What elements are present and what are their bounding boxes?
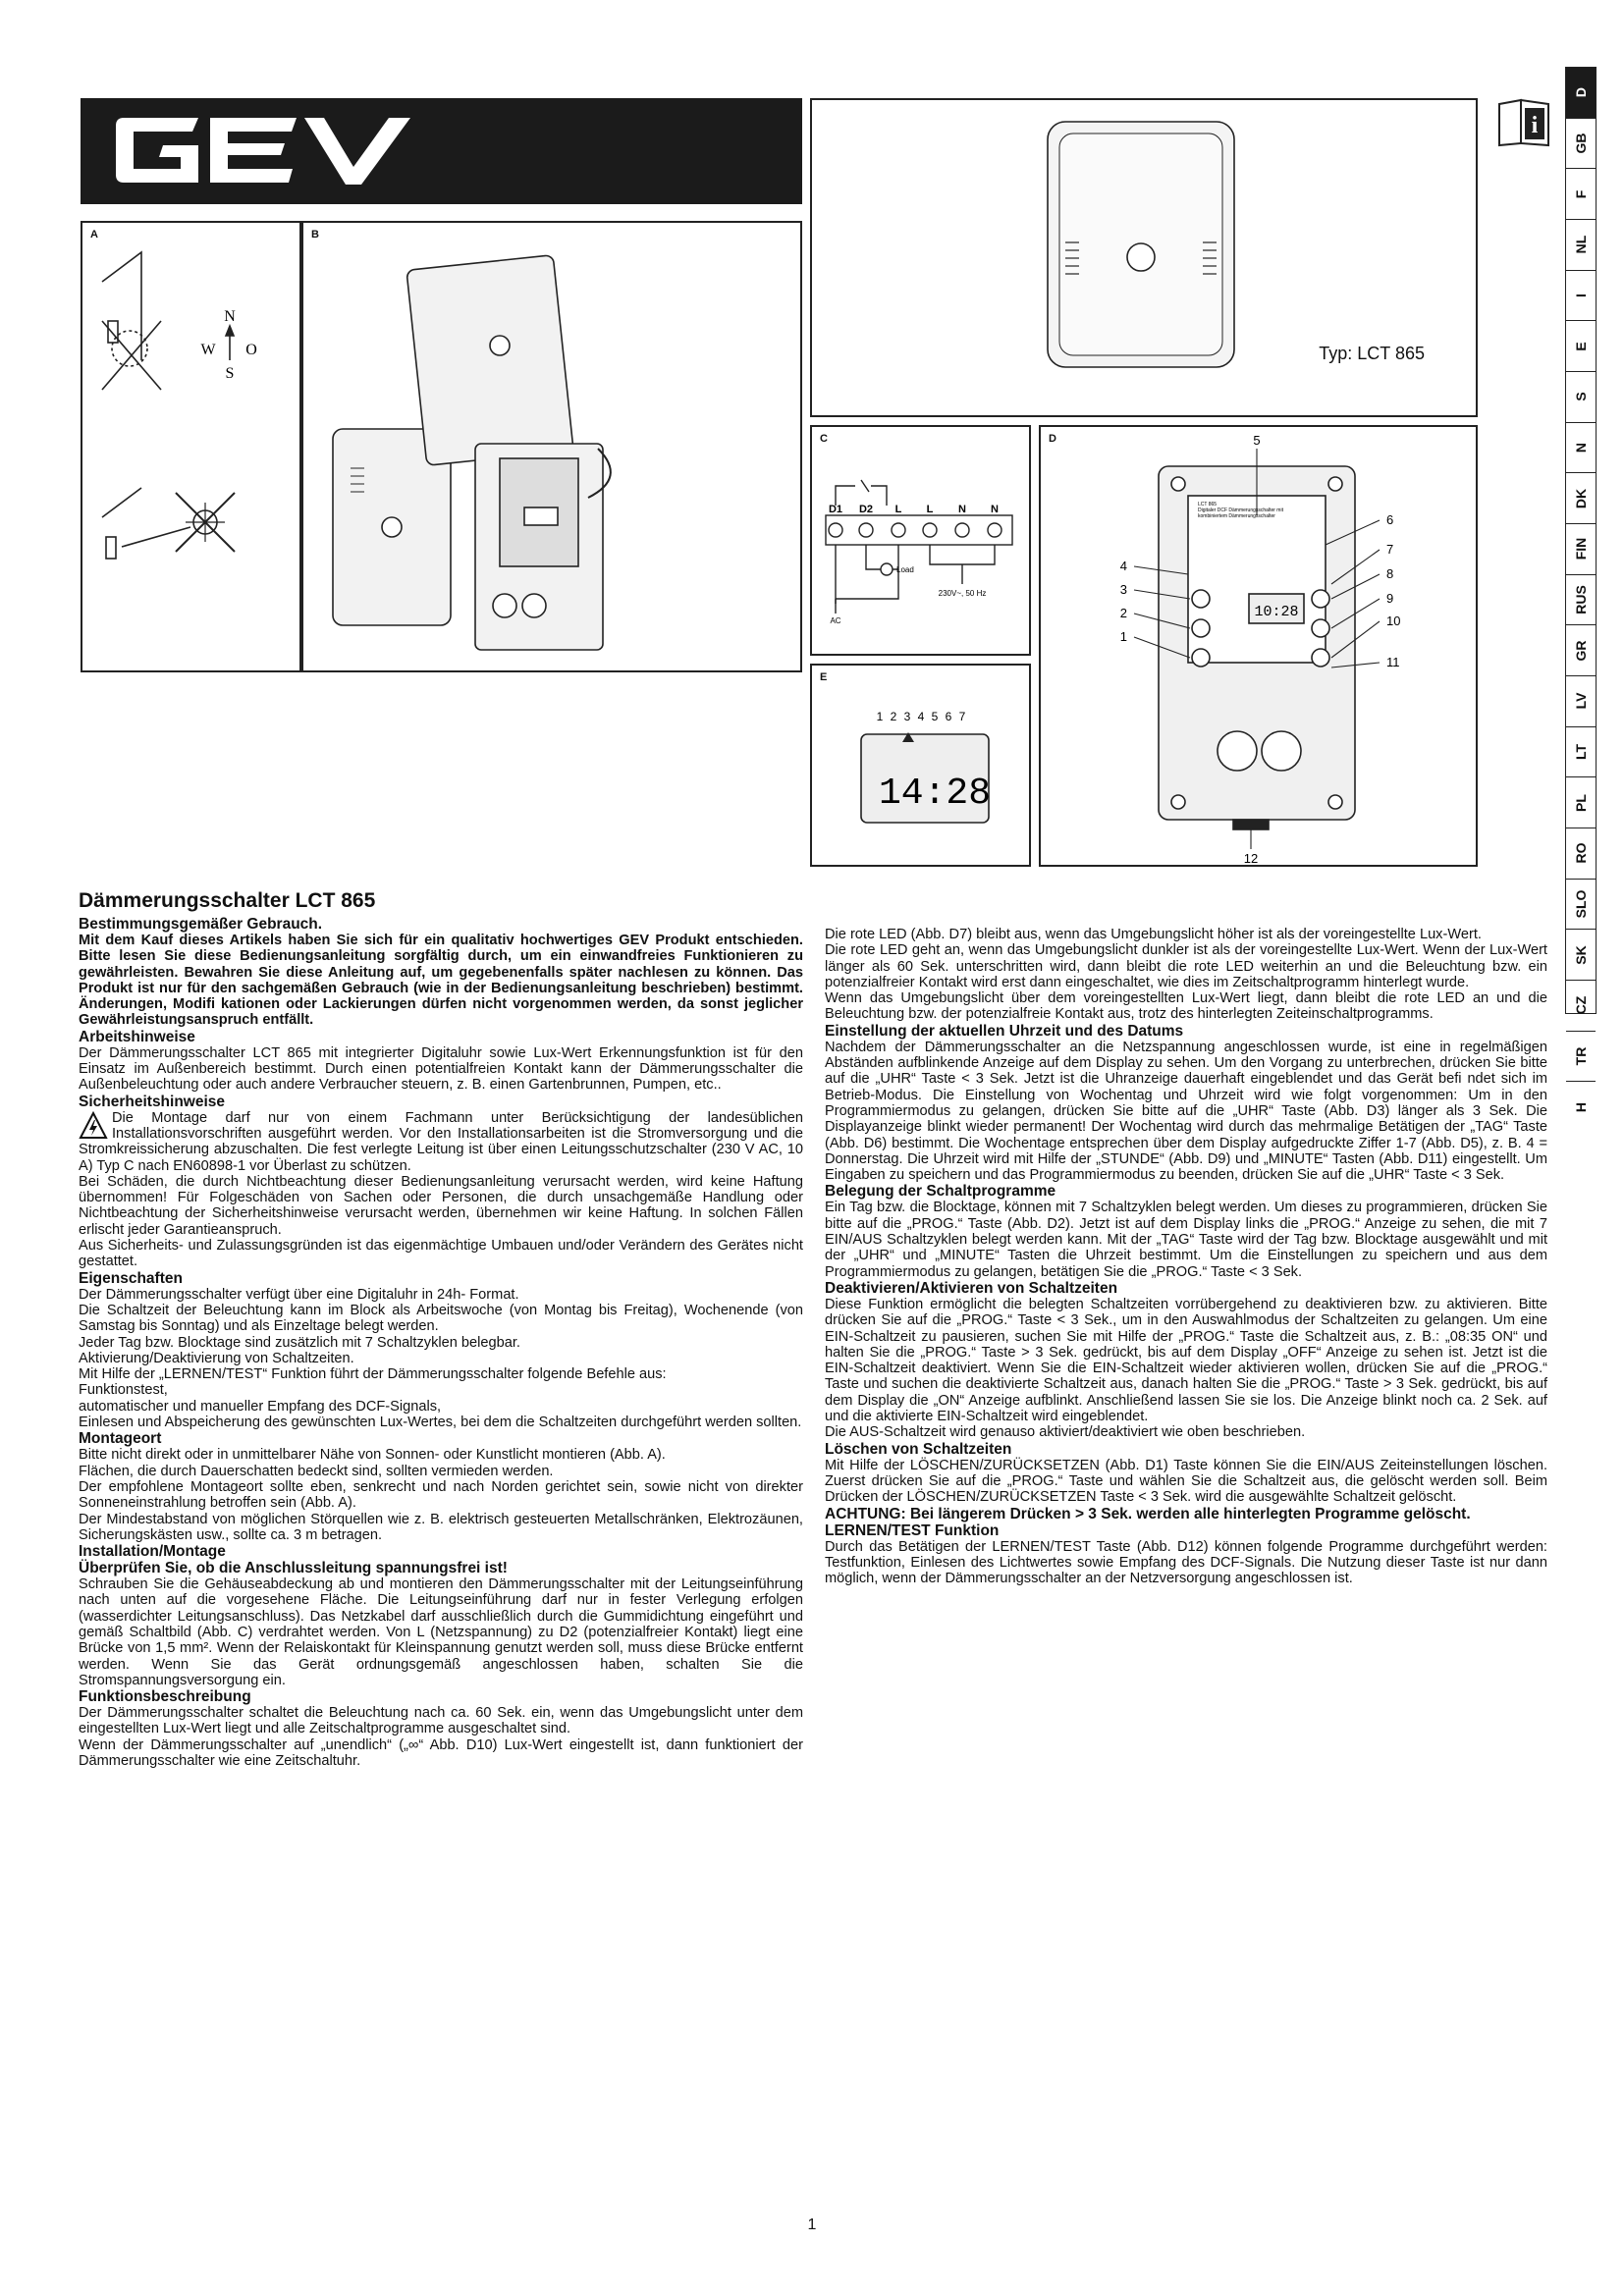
callout-2: 2: [1119, 606, 1127, 620]
language-tab-pl[interactable]: [1566, 777, 1596, 828]
language-tab-lv[interactable]: [1566, 676, 1596, 727]
housing-illustration: [303, 223, 802, 672]
warning-text: Die Montage darf nur von einem Fachmann unter Berücksichtigung der landesüblichen Installationsvorschriften ausgeführt werden. Vor den Installationsarbeiten ist die Stromversorgung und die Stromkreissicherung abzuschalten. Die fest verlegte Leitung ist über einen Leitungsschutzschalter (230 V AC, 10 A) Typ C nach EN60898-1 vor Überlast zu schützen.: [79, 1109, 803, 1174]
body-paragraph: Der empfohlene Montageort sollte eben, senkrecht und nach Norden gerichtet sein, sowie nicht von direkter Sonneneinstrahlung betroffen sein (Abb. A).: [79, 1478, 803, 1512]
language-tab-gb[interactable]: [1566, 119, 1596, 170]
callout-6: 6: [1386, 512, 1394, 527]
body-paragraph: Die Schaltzeit der Beleuchtung kann im Block als Arbeitswoche (von Montag bis Freitag), Wochenende (von Samstag bis Sonntag) und als Einzeltage belegt werden.: [79, 1302, 803, 1335]
body-paragraph: Bei Schäden, die durch Nichtbeachtung dieser Bedienungsanleitung verursacht werden, wird keine Haftung übernommen! Für Folgeschäden von Sachen oder Personen, die durch unsachgemäße Handlung oder Nichtbeachtung der Sicherheitshinweise verursacht werden, übernehmen wir keine Haftung. In solchen Fällen erlischt jeder Garantieanspruch.: [79, 1173, 803, 1238]
section-heading: ACHTUNG: Bei längerem Drücken > 3 Sek. werden alle hinterlegten Programme gelöscht.: [825, 1505, 1471, 1522]
language-tabs: [1565, 67, 1597, 1113]
callout-8: 8: [1386, 566, 1394, 581]
body-paragraph: Flächen, die durch Dauerschatten bedeckt sind, sollten vermieden werden.: [79, 1463, 554, 1479]
language-tab-label: F: [1573, 189, 1589, 198]
right-column-body: [825, 927, 1547, 1586]
compass-o: O: [245, 342, 257, 358]
warning-paragraph: [79, 1110, 803, 1174]
language-tab-h[interactable]: [1566, 1082, 1596, 1133]
language-tab-label: FIN: [1573, 538, 1589, 561]
language-tab-n[interactable]: [1566, 423, 1596, 474]
figure-letter: D: [1049, 433, 1056, 445]
body-paragraph: Der Dämmerungsschalter verfügt über eine Digitaluhr in 24h- Format.: [79, 1286, 519, 1303]
terminal-label: D2: [858, 504, 874, 515]
intro-paragraph: Mit dem Kauf dieses Artikels haben Sie sich für ein qualitativ hochwertiges GEV Produkt entschieden. Bitte lesen Sie diese Bedienungsanleitung sorgfältig durch, um ein einwandfreies Funktionieren zu gewährleisten. Bewahren Sie diese Anleitung auf, um gegebenenfalls später nachlesen zu können. Das Produkt ist nur für den sachgemäßen Gebrauch (wie in der Bedienungsanleitung beschrieben) bestimmt. Änderungen, Modifi kationen oder Lackierungen dürfen nicht vorgenommen werden, da sonst jeglicher Gewährleistungsanspruch entfällt.: [79, 933, 803, 1029]
body-paragraph: Nachdem der Dämmerungsschalter an die Netzspannung angeschlossen wurde, ist eine in regelmäßigen Abständen aufblinkende Anzeige auf dem Display zu sehen. Um den Vorgang zu unterbrechen, drücken Sie bitte auf die „UHR“ Taste < 3 Sek. Jetzt ist die Uhranzeige dauerhaft eingeblendet und das Gerät befi ndet sich im Betrieb-Modus. Die Einstellung von Wochentag und Uhrzeit wird wie folgt vorgenommen: Um in den Programmiermodus zu gelangen, drücken Sie bitte auf die „UHR“ Taste (Abb. D3) länger als 3 Sek. Die Displayanzeige blinkt wieder permanent! Der Wochentag wird durch das mehrmalige Betätigen der „TAG“ Taste (Abb. D6) bestimmt. Die Wochentage entsprechen über dem Display aufgedruckte Ziffer 1-7 (Abb. D5), z. B. 4 = Donnerstag. Die Uhrzeit wird mit Hilfe der „STUNDE“ (Abb. D9) und „MINUTE“ Tasten (Abb. D11) eingestellt. Um Eingaben zu speichern und das Programmiermodus zu beenden, drücken Sie auf die „UHR“ Taste < 3 Sek.: [825, 1039, 1547, 1184]
compass-s: S: [225, 365, 235, 382]
language-tab-nl[interactable]: [1566, 220, 1596, 271]
body-paragraph: Mit Hilfe der LÖSCHEN/ZURÜCKSETZEN (Abb. D1) Taste können Sie die EIN/AUS Zeiteinstellungen löschen. Zuerst drücken Sie auf die „PROG.“ Taste und wählen Sie die Schaltzeit aus, die gelöscht werden soll. Beim Drücken der LÖSCHEN/ZURÜCKSETZEN Taste < 3 Sek. wird die ausgewählte Schaltzeit gelöscht.: [825, 1457, 1547, 1506]
body-paragraph: Der Dämmerungsschalter LCT 865 mit integrierter Digitaluhr sowie Lux-Wert Erkennungsfunktion ist für den Einsatz im Außenbereich bestimmt. Durch einen potentialfreien Kontakt kann der Dämmerungsschalter die Außenbeleuchtung oder auch andere Verbraucher steuern, z. B. einen Gartenbrunnen, Pumpen, etc..: [79, 1044, 803, 1094]
language-tab-s[interactable]: [1566, 372, 1596, 423]
figure-letter: A: [90, 229, 98, 240]
callout-7: 7: [1386, 542, 1394, 557]
section-heading: Arbeitshinweise: [79, 1028, 195, 1045]
language-tab-gr[interactable]: [1566, 625, 1596, 676]
body-paragraph: Die AUS-Schaltzeit wird genauso aktiviert/deaktiviert wie oben beschrieben.: [825, 1424, 1306, 1441]
body-paragraph: Aus Sicherheits- und Zulassungsgründen ist das eigenmächtige Umbauen und/oder Verändern des Gerätes nicht gestattet.: [79, 1238, 803, 1270]
figure-e-display: [810, 664, 1031, 867]
figure-device-photo: [810, 98, 1478, 417]
body-paragraph: Der Mindestabstand von möglichen Störquellen wie z. B. elektrisch gesteuerten Metallschränken, Elektrozäunen, Sicherungskästen usw., sollte ca. 3 m betragen.: [79, 1511, 803, 1543]
body-paragraph: Wenn das Umgebungslicht über dem voreingestellten Lux-Wert liegt, dann bleibt die rote LED an und die Beleuchtung bzw. der potenzialfreie Kontakt aus, trotz des hinterlegten Zeiteinschaltprogramms.: [825, 990, 1547, 1023]
language-tab-label: GB: [1573, 133, 1589, 154]
figure-d-control-panel: [1039, 425, 1478, 867]
panel-label-line: kombiniertem Dämmerungsschalter: [1198, 513, 1275, 519]
info-book-icon: [1495, 98, 1552, 147]
section-heading: Montageort: [79, 1430, 162, 1448]
figure-letter: B: [311, 229, 319, 240]
section-heading: Belegung der Schaltprogramme: [825, 1183, 1056, 1201]
callout-9: 9: [1386, 591, 1394, 606]
language-tab-label: H: [1573, 1102, 1589, 1113]
callout-4: 4: [1119, 559, 1127, 573]
text-column-right: [825, 927, 1547, 1586]
language-tab-label: E: [1573, 342, 1589, 351]
control-panel-illustration: [1041, 427, 1478, 867]
language-tab-label: GR: [1573, 640, 1589, 662]
language-tab-label: PL: [1573, 793, 1589, 812]
page-number: 1: [807, 2216, 817, 2233]
mounting-illustration: [82, 223, 301, 672]
ac-label: AC: [830, 616, 841, 625]
language-tab-fin[interactable]: [1566, 524, 1596, 575]
body-paragraph: Die rote LED geht an, wenn das Umgebungslicht dunkler ist als der voreingestellte Lux-Wert. Wenn der Lux-Wert länger als 60 Sek. unterschritten wird, dann bleibt die rote LED weiterhin an und die Beleuchtung bzw. ein potenzialfreier Kontakt wird erst dann eingeschaltet, wie dies im Zeitschaltprogramm hinterlegt wurde.: [825, 942, 1547, 990]
language-tab-label: CZ: [1573, 996, 1589, 1015]
figure-letter: E: [820, 671, 828, 683]
section-heading: Löschen von Schaltzeiten: [825, 1440, 1012, 1458]
body-paragraph: Mit Hilfe der „LERNEN/TEST“ Funktion führt der Dämmerungsschalter folgende Befehle aus:: [79, 1366, 667, 1383]
language-tab-label: SLO: [1573, 889, 1589, 919]
callout-1: 1: [1119, 629, 1127, 644]
terminal-label: N: [991, 504, 999, 515]
figure-c-wiring-diagram: [810, 425, 1031, 656]
body-paragraph: Diese Funktion ermöglicht die belegten Schaltzeiten vorrübergehend zu deaktivieren bzw. zu aktivieren. Bitte drücken Sie auf die „PROG.“ Taste < 3 Sek., um in den Auswahlmodus der Schaltzeiten zu gelangen. Um eine EIN-Schaltzeit zu pausieren, suchen Sie mit Hilfe der „PROG.“ Taste die Schaltzeit aus, z. B.: „08:35 ON“ und halten Sie die „PROG.“ Taste > 3 Sek. gedrückt, bis auf dem Display „OFF“ Anzeige zu sehen ist. Jetzt ist die EIN-Schaltzeit deaktiviert. Wenn Sie die EIN-Schaltzeit wieder aktivieren wollen, drücken Sie auf die „PROG.“ Taste und suchen die deaktivierte Schaltzeit aus, danach halten Sie die „PROG.“ Taste > 3 Sek. gedrückt, bis auf dem Display die „ON“ Anzeige aufblinkt. Anschließend lassen Sie sie los. Die Anzeige blinkt noch ca. 2 Sek. auf und die aktivierte EIN-Schaltzeit wird eingeblendet.: [825, 1296, 1547, 1425]
language-tab-label: S: [1573, 392, 1589, 402]
language-tab-label: N: [1573, 442, 1589, 454]
body-paragraph: Einlesen und Abspeicherung des gewünschten Lux-Wertes, bei dem die Schaltzeiten durchgeführt werden sollten.: [79, 1415, 802, 1431]
language-tab-f[interactable]: [1566, 169, 1596, 220]
body-paragraph: Wenn der Dämmerungsschalter auf „unendlich“ („∞“ Abb. D10) Lux-Wert eingestellt ist, dann funktioniert der Dämmerungsschalter wie eine Zeitschaltuhr.: [79, 1736, 803, 1770]
device-illustration: [812, 100, 1478, 417]
document-title: Dämmerungsschalter LCT 865: [79, 889, 376, 912]
terminal-label: N: [958, 504, 966, 515]
compass-w: W: [200, 342, 216, 358]
panel-label-line: Digitaler DCF Dämmerungsschalter mit: [1198, 507, 1283, 513]
callout-5: 5: [1253, 433, 1261, 448]
section-heading: Deaktivieren/Aktivieren von Schaltzeiten: [825, 1279, 1118, 1297]
language-tab-label: D: [1573, 87, 1589, 98]
section-heading: Funktionsbeschreibung: [79, 1688, 251, 1706]
section-heading: LERNEN/TEST Funktion: [825, 1522, 1000, 1539]
panel-lcd-time: 10:28: [1254, 604, 1299, 620]
callout-3: 3: [1119, 582, 1127, 597]
body-paragraph: Der Dämmerungsschalter schaltet die Beleuchtung nach ca. 60 Sek. ein, wenn das Umgebungslicht unter dem eingestellten Lux-Wert liegt und alle Zeitschaltprogramme ausgeschaltet sind.: [79, 1705, 803, 1737]
section-heading: Installation/Montage: [79, 1543, 226, 1561]
wiring-diagram: [812, 427, 1031, 656]
text-column-left: [79, 888, 803, 1769]
language-tab-dk[interactable]: [1566, 473, 1596, 524]
language-tab-cz[interactable]: [1566, 981, 1596, 1032]
language-tab-label: NL: [1573, 236, 1589, 254]
callout-11: 11: [1386, 655, 1400, 669]
section-heading: Bestimmungsgemäßer Gebrauch.: [79, 916, 323, 933]
language-tab-slo[interactable]: [1566, 880, 1596, 931]
language-tab-rus[interactable]: [1566, 575, 1596, 626]
body-paragraph: Funktionstest,: [79, 1382, 168, 1399]
section-heading: Sicherheitshinweise: [79, 1093, 226, 1110]
terminal-label: L: [926, 504, 934, 515]
terminal-label: D1: [828, 504, 843, 515]
body-paragraph: Durch das Betätigen der LERNEN/TEST Taste (Abb. D12) können folgende Programme durchgeführt werden: Testfunktion, Einlesen des Lichtwertes sowie Empfang des DCF-Signals. Die Nutzung dieser Taste ist nur dann möglich, wenn der Dämmerungsschalter an der Netzversorgung angeschlossen ist.: [825, 1538, 1547, 1587]
figure-letter: C: [820, 433, 828, 445]
terminal-label: L: [894, 504, 902, 515]
callout-12: 12: [1243, 851, 1259, 866]
panel-label-line: LCT 865: [1198, 502, 1218, 507]
gev-logo-mark: [108, 112, 422, 190]
compass-n: N: [224, 308, 236, 325]
language-tab-sk[interactable]: [1566, 930, 1596, 981]
language-tab-d[interactable]: [1566, 68, 1596, 119]
lcd-time: 14:28: [878, 773, 992, 815]
section-heading: Überprüfen Sie, ob die Anschlussleitung spannungsfrei ist!: [79, 1560, 508, 1577]
figure-a-mounting-location: [81, 221, 301, 672]
lcd-display-illustration: [812, 666, 1031, 867]
language-tab-label: RO: [1573, 842, 1589, 864]
body-paragraph: Die rote LED (Abb. D7) bleibt aus, wenn das Umgebungslicht höher ist als der voreingestellte Lux-Wert.: [825, 927, 1482, 942]
language-tab-label: I: [1573, 294, 1589, 297]
load-label: Load: [896, 565, 914, 574]
language-tab-label: LT: [1573, 744, 1589, 761]
brand-logo: [81, 98, 802, 204]
body-paragraph: automatischer und manueller Empfang des DCF-Signals,: [79, 1398, 442, 1415]
callout-10: 10: [1386, 614, 1401, 628]
language-tab-label: SK: [1573, 945, 1589, 965]
language-tab-label: RUS: [1573, 585, 1589, 614]
device-type-label: Typ: LCT 865: [1319, 344, 1425, 363]
weekday-numbers: 1 2 3 4 5 6 7: [876, 710, 968, 723]
body-paragraph: Aktivierung/Deaktivierung von Schaltzeiten.: [79, 1350, 354, 1366]
section-heading: Einstellung der aktuellen Uhrzeit und des Datums: [825, 1022, 1184, 1040]
body-paragraph: Schrauben Sie die Gehäuseabdeckung ab und montieren den Dämmerungsschalter mit der Leitungseinführung nach unten auf die vorgesehene Fläche. Die Leitungseinführung darf nur in fester Verlegung erfolgen (wasserdichter Leitungsanschluss). Das Netzkabel darf ausschließlich durch die Gummidichtung eingeführt und gemäß Schaltbild (Abb. C) verdrahtet werden. Von L (Netzspannung) zu D2 (potenzialfreier Kontakt) liegt eine Brücke von 1,5 mm². Wenn der Relaiskontakt für Kleinspannung genutzt werden soll, muss diese Brücke entfernt werden. Wenn Sie das Gerät ordnungsgemäß angeschlossen haben, schalten Sie die Stromspannungsversorgung ein.: [79, 1576, 803, 1688]
info-letter: i: [1531, 113, 1539, 138]
electrical-warning-icon: [79, 1111, 108, 1141]
supply-label: 230V~, 50 Hz: [938, 589, 987, 598]
body-paragraph: Bitte nicht direkt oder in unmittelbarer Nähe von Sonnen- oder Kunstlicht montieren (Abb. A).: [79, 1447, 666, 1464]
language-tab-label: DK: [1573, 488, 1589, 508]
left-column-body: [79, 916, 803, 1769]
language-tab-label: LV: [1573, 692, 1589, 710]
body-paragraph: Jeder Tag bzw. Blocktage sind zusätzlich mit 7 Schaltzyklen belegbar.: [79, 1334, 520, 1351]
language-tab-tr[interactable]: [1566, 1032, 1596, 1083]
section-heading: Eigenschaften: [79, 1269, 183, 1287]
language-tab-label: TR: [1573, 1046, 1589, 1066]
language-tab-lt[interactable]: [1566, 727, 1596, 778]
language-tab-e[interactable]: [1566, 321, 1596, 372]
language-tab-ro[interactable]: [1566, 828, 1596, 880]
body-paragraph: Ein Tag bzw. die Blocktage, können mit 7 Schaltzyklen belegt werden. Um dieses zu programmieren, drücken Sie bitte auf die „PROG.“ Taste (Abb. D2). Jetzt ist auf dem Display links die „PROG.“ Anzeige zu sehen, die mit 7 EIN/AUS Schaltzyklen belegt werden kann. Mit der „TAG“ Taste wird der Tag bzw. Blocktage ausgewählt und mit der „UHR“ und „MINUTE“ Tasten die Uhrzeit bestimmt. Um die Einstellungen zu speichern und aus dem Programmiermodus zu gelangen, betätigen Sie die „PROG.“ Taste < 3 Sek.: [825, 1200, 1547, 1280]
language-tab-i[interactable]: [1566, 271, 1596, 322]
figure-b-opening-housing: [301, 221, 802, 672]
